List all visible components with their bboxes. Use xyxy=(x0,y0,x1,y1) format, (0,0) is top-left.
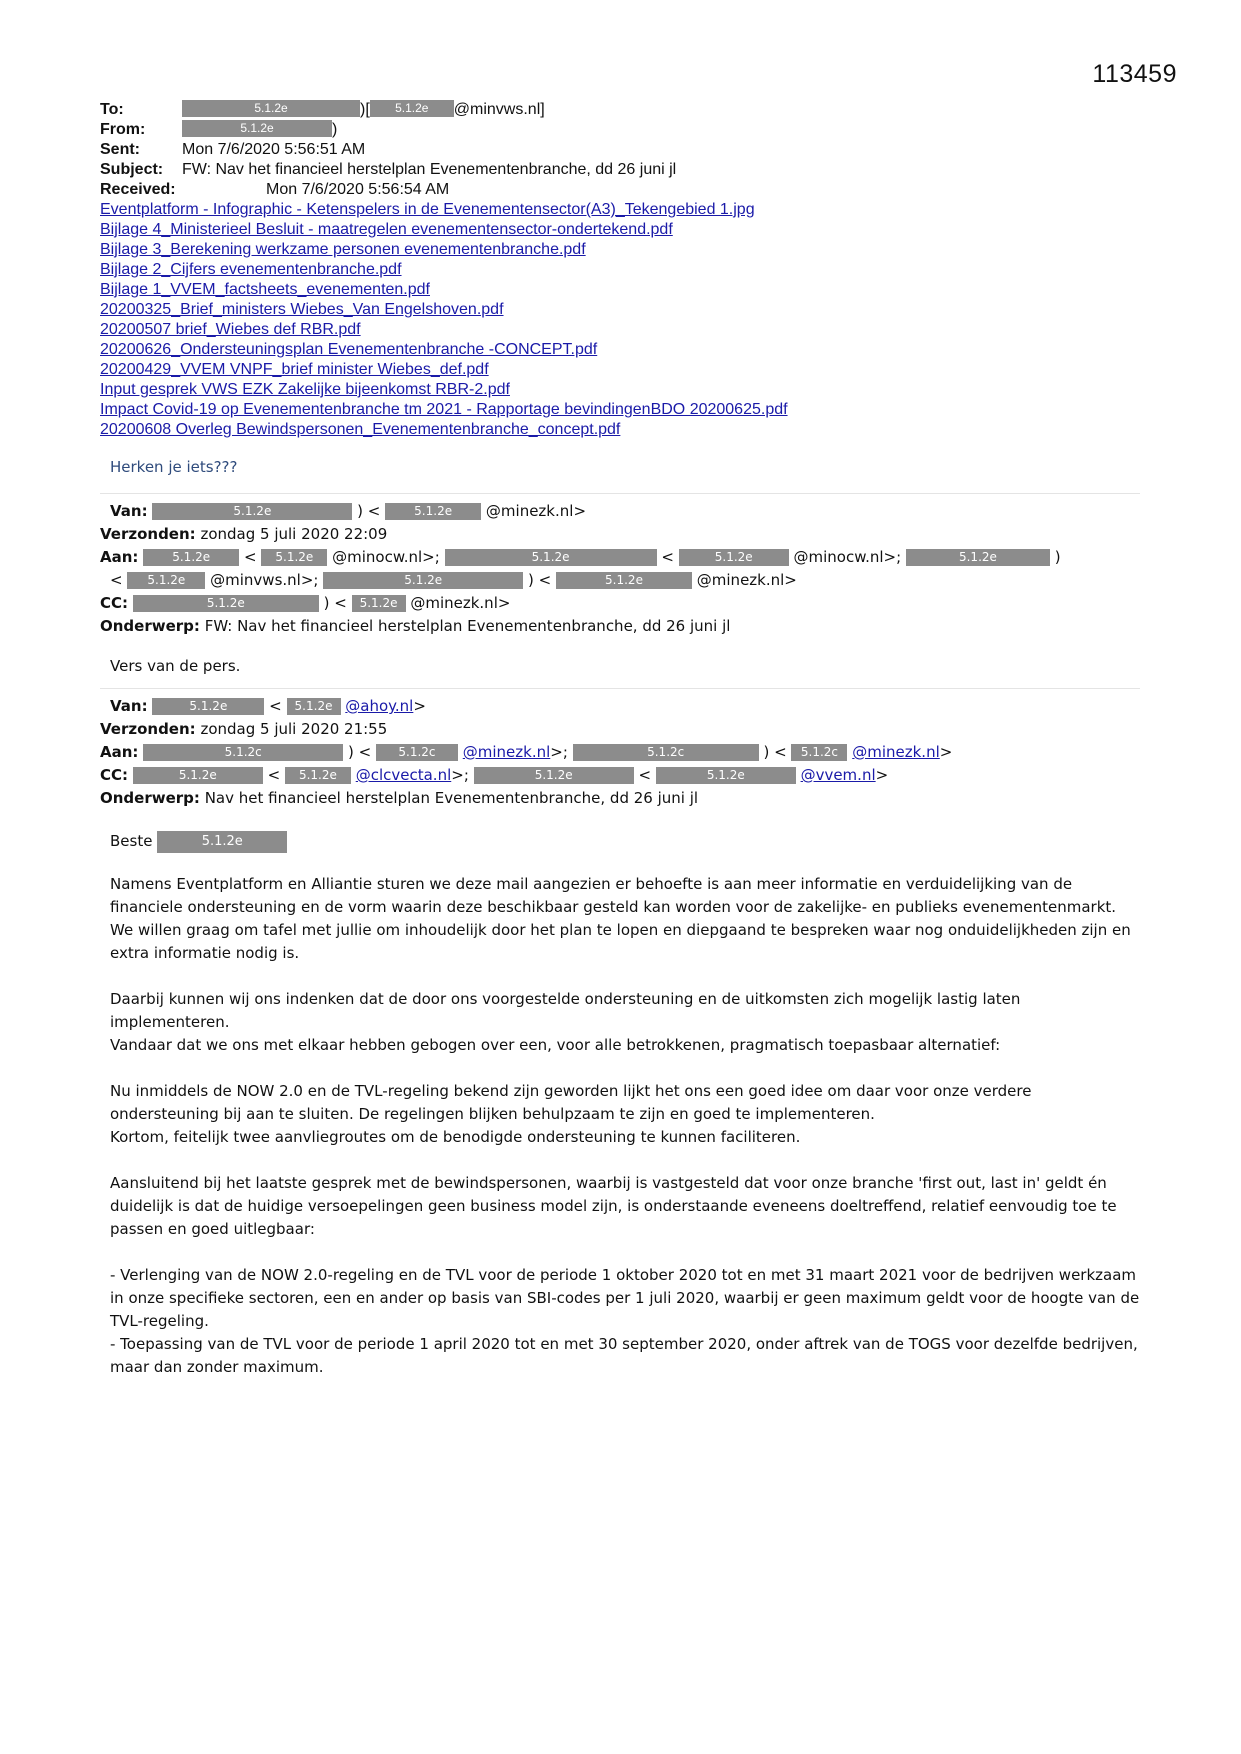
redaction-box: 5.1.2c xyxy=(573,744,759,761)
attachment-link[interactable]: 20200325_Brief_ministers Wiebes_Van Engelshoven.pdf xyxy=(100,301,504,318)
attachment-link[interactable]: Bijlage 3_Berekening werkzame personen evenementenbranche.pdf xyxy=(100,241,586,258)
from-close: ) xyxy=(332,121,338,138)
attachment-link[interactable]: 20200507 brief_Wiebes def RBR.pdf xyxy=(100,321,361,338)
redaction-box: 5.1.2c xyxy=(376,744,458,761)
mail1-aan-row2 xyxy=(100,569,1140,592)
cc-label: CC: xyxy=(100,594,129,612)
message-body xyxy=(100,873,1140,1379)
redaction-box: 5.1.2e xyxy=(474,767,634,784)
aan-domain: @minvws.nl>; xyxy=(210,571,319,589)
mail2-onderwerp-row xyxy=(100,787,1140,810)
redaction-box: 5.1.2e xyxy=(182,100,360,117)
redaction-box: 5.1.2e xyxy=(906,549,1050,566)
document-number: 113459 xyxy=(1092,60,1177,88)
paragraph xyxy=(110,1080,1140,1149)
attachment-link[interactable]: 20200626_Ondersteuningsplan Evenementenbranche -CONCEPT.pdf xyxy=(100,341,598,358)
redaction-box: 5.1.2e xyxy=(656,767,796,784)
paragraph-text: - Verlenging van de NOW 2.0-regeling en de TVL voor de periode 1 oktober 2020 tot en met 31 maart 2021 voor de bedrijven werkzaam in onze specifieke sectoren, een en ander op basis van SBI-codes per 1 juli 2020, waarbij er geen maximum geldt voor de hoogte van de TVL-regeling. xyxy=(110,1266,1140,1330)
header-received-row xyxy=(100,180,1140,200)
van-label: Van: xyxy=(110,697,148,715)
divider xyxy=(100,493,1140,494)
paragraph xyxy=(110,1172,1140,1241)
bracket: < xyxy=(661,548,674,566)
bracket: >; xyxy=(451,766,469,784)
paragraph xyxy=(110,988,1140,1057)
mail1-verzonden-row xyxy=(100,523,1140,546)
onderwerp-value: Nav het financieel herstelplan Evenementenbranche, dd 26 juni jl xyxy=(204,789,699,807)
redaction-box: 5.1.2e xyxy=(157,831,287,853)
redaction-box: 5.1.2e xyxy=(370,100,454,117)
mail1-van-row xyxy=(100,500,1140,523)
redaction-box: 5.1.2e xyxy=(152,698,264,715)
bracket: > xyxy=(939,743,953,761)
redaction-box: 5.1.2e xyxy=(445,549,657,566)
cc-domain: @minezk.nl> xyxy=(410,594,511,612)
bracket: ) < xyxy=(347,743,372,761)
cc-label: CC: xyxy=(100,766,129,784)
email-document xyxy=(100,100,1140,1402)
redaction-box: 5.1.2e xyxy=(143,549,239,566)
received-label: Received: xyxy=(100,181,176,198)
van-email-link[interactable]: @ahoy.nl xyxy=(345,697,414,715)
mail1-onderwerp-row xyxy=(100,615,1140,638)
forward-comment: Herken je iets??? xyxy=(110,458,238,476)
bracket: < xyxy=(267,766,281,784)
aan-label: Aan: xyxy=(100,743,139,761)
attachment-link[interactable]: Bijlage 4_Ministerieel Besluit - maatregelen evenementensector-ondertekend.pdf xyxy=(100,221,673,238)
mail2-verzonden-row xyxy=(100,718,1140,741)
bracket: < xyxy=(243,548,257,566)
paragraph-text: We willen graag om tafel met jullie om inhoudelijk door het plan te lopen en diepgaand te bespreken waar nog onduidelijkheden zijn en extra informatie nodig is. xyxy=(110,921,1131,962)
attachment-link[interactable]: 20200429_VVEM VNPF_brief minister Wiebes_def.pdf xyxy=(100,361,489,378)
paragraph-text: Daarbij kunnen wij ons indenken dat de door ons voorgestelde ondersteuning en de uitkomsten zich mogelijk lastig laten implementeren. xyxy=(110,990,1021,1031)
redaction-box: 5.1.2c xyxy=(791,744,847,761)
aan-email-link[interactable]: @minezk.nl xyxy=(852,743,940,761)
redaction-box: 5.1.2c xyxy=(143,744,343,761)
paragraph-text: Namens Eventplatform en Alliantie sturen we deze mail aangezien er behoefte is aan meer informatie en verduidelijking van de financiele ondersteuning en de vorm waarin deze beschikbaar gesteld kan worden voor de zakelijke- en publieks evenementenmarkt. xyxy=(110,875,1117,916)
redaction-box: 5.1.2e xyxy=(323,572,523,589)
verzonden-label: Verzonden: xyxy=(100,525,196,543)
header-subject-row xyxy=(100,160,1140,180)
aan-domain: @minocw.nl>; xyxy=(332,548,440,566)
header-from-row xyxy=(100,120,1140,140)
mail2-cc-row xyxy=(100,764,1140,787)
bracket: ) < xyxy=(357,502,381,520)
redaction-box: 5.1.2e xyxy=(385,503,481,520)
paragraph xyxy=(110,1264,1140,1379)
bracket: ) xyxy=(1054,548,1061,566)
paragraph-text: Vandaar dat we ons met elkaar hebben gebogen over een, voor alle betrokkenen, pragmatisch toepasbaar alternatief: xyxy=(110,1036,1001,1054)
verzonden-label: Verzonden: xyxy=(100,720,196,738)
redaction-box: 5.1.2e xyxy=(352,595,406,612)
bracket: < xyxy=(269,697,282,715)
subject-value: FW: Nav het financieel herstelplan Evenementenbranche, dd 26 juni jl xyxy=(182,161,677,178)
email-body xyxy=(100,456,1140,1379)
salutation: Beste xyxy=(110,832,153,850)
aan-domain: @minezk.nl> xyxy=(696,571,797,589)
bracket: ) < xyxy=(763,743,787,761)
bracket: < xyxy=(110,571,123,589)
redaction-box: 5.1.2e xyxy=(261,549,327,566)
header-sent-row xyxy=(100,140,1140,160)
cc-email-link[interactable]: @clcvecta.nl xyxy=(355,766,452,784)
onderwerp-label: Onderwerp: xyxy=(100,617,200,635)
mail1-body: Vers van de pers. xyxy=(110,657,241,675)
bracket: ) < xyxy=(528,571,552,589)
paragraph-text: Kortom, feitelijk twee aanvliegroutes om de benodigde ondersteuning te kunnen faciliteren. xyxy=(110,1128,801,1146)
header-to-row xyxy=(100,100,1140,120)
salutation-line xyxy=(100,830,1140,853)
divider xyxy=(100,688,1140,689)
mail2-van-row xyxy=(100,695,1140,718)
onderwerp-label: Onderwerp: xyxy=(100,789,200,807)
attachment-link[interactable]: Bijlage 2_Cijfers evenementenbranche.pdf xyxy=(100,261,402,278)
aan-email-link[interactable]: @minezk.nl xyxy=(462,743,551,761)
redaction-box: 5.1.2e xyxy=(133,595,319,612)
to-separator: )[ xyxy=(360,101,370,118)
sent-label: Sent: xyxy=(100,141,140,158)
aan-label: Aan: xyxy=(100,548,139,566)
paragraph-text: - Toepassing van de TVL voor de periode 1 april 2020 tot en met 30 september 2020, onder aftrek van de TOGS voor dezelfde bedrijven, maar dan zonder maximum. xyxy=(110,1335,1138,1376)
paragraph xyxy=(110,873,1140,965)
paragraph-text: Nu inmiddels de NOW 2.0 en de TVL-regeling bekend zijn geworden lijkt het ons een goed idee om daar voor onze verdere ondersteuning bij aan te sluiten. De regelingen blijken behulpzaam te zijn en goed te implementeren. xyxy=(110,1082,1032,1123)
sent-value: Mon 7/6/2020 5:56:51 AM xyxy=(182,141,366,158)
verzonden-value: zondag 5 juli 2020 21:55 xyxy=(200,720,388,738)
redaction-box: 5.1.2e xyxy=(182,120,332,137)
van-domain: @minezk.nl> xyxy=(485,502,587,520)
mail2-aan-row xyxy=(100,741,1140,764)
attachment-list xyxy=(100,200,1140,440)
attachment-link[interactable]: Input gesprek VWS EZK Zakelijke bijeenkomst RBR-2.pdf xyxy=(100,381,510,398)
attachment-link[interactable]: Impact Covid-19 op Evenementenbranche tm 2021 - Rapportage bevindingenBDO 20200625.pdf xyxy=(100,401,788,418)
redaction-box: 5.1.2e xyxy=(127,572,205,589)
aan-domain: @minocw.nl>; xyxy=(793,548,902,566)
bracket: ) < xyxy=(323,594,347,612)
onderwerp-value: FW: Nav het financieel herstelplan Evenementenbranche, dd 26 juni jl xyxy=(204,617,731,635)
mail1-aan-row xyxy=(100,546,1140,569)
redaction-box: 5.1.2e xyxy=(287,698,341,715)
cc-email-link[interactable]: @vvem.nl xyxy=(800,766,876,784)
to-label: To: xyxy=(100,101,124,118)
bracket: > xyxy=(875,766,889,784)
redaction-box: 5.1.2e xyxy=(556,572,692,589)
redaction-box: 5.1.2e xyxy=(285,767,351,784)
redaction-box: 5.1.2e xyxy=(152,503,352,520)
van-label: Van: xyxy=(110,502,148,520)
verzonden-value: zondag 5 juli 2020 22:09 xyxy=(200,525,388,543)
bracket: < xyxy=(638,766,652,784)
attachment-link[interactable]: Eventplatform - Infographic - Ketenspelers in de Evenementensector(A3)_Tekengebied 1.jpg xyxy=(100,201,755,218)
paragraph-text: Aansluitend bij het laatste gesprek met de bewindspersonen, waarbij is vastgesteld dat voor onze branche 'first out, last in' geldt én duidelijk is dat de huidige versoepelingen geen business model zijn, is onderstaande eveneens doeltreffend, relatief eenvoudig toe te passen en goed uitlegbaar: xyxy=(110,1174,1117,1238)
to-domain: @minvws.nl] xyxy=(453,101,545,118)
received-value: Mon 7/6/2020 5:56:54 AM xyxy=(266,181,450,198)
redaction-box: 5.1.2e xyxy=(679,549,789,566)
bracket: >; xyxy=(550,743,568,761)
redaction-box: 5.1.2e xyxy=(133,767,263,784)
attachment-link[interactable]: Bijlage 1_VVEM_factsheets_evenementen.pdf xyxy=(100,281,430,298)
mail1-cc-row xyxy=(100,592,1140,615)
bracket: > xyxy=(413,697,426,715)
subject-label: Subject: xyxy=(100,161,164,178)
attachment-link[interactable]: 20200608 Overleg Bewindspersonen_Evenementenbranche_concept.pdf xyxy=(100,421,621,438)
from-label: From: xyxy=(100,121,146,138)
